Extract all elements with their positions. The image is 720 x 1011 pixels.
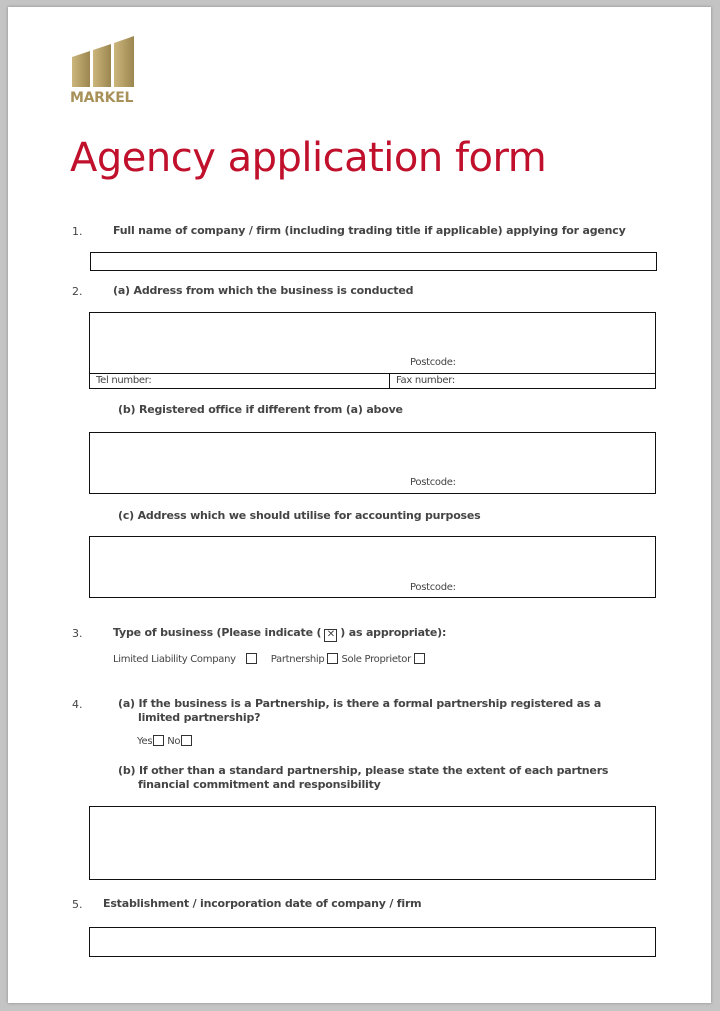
postcode-label: Postcode: <box>410 582 456 593</box>
q4a-label-cont: limited partnership? <box>138 711 261 724</box>
q5-label: Establishment / incorporation date of company / firm <box>103 897 422 910</box>
postcode-label: Postcode: <box>410 357 456 368</box>
fax-number-label: Fax number: <box>396 375 455 386</box>
q2-number: 2. <box>72 285 83 298</box>
page-title: Agency application form <box>70 135 547 181</box>
q4a-label: (a) If the business is a Partnership, is there a formal partnership registered as a <box>118 697 602 710</box>
no-checkbox[interactable] <box>181 735 192 746</box>
q1-number: 1. <box>72 225 83 238</box>
accounting-address-field[interactable] <box>89 536 656 598</box>
markel-logo <box>70 35 138 106</box>
yes-no-options: Yes No <box>137 735 195 747</box>
logo-text: MARKEL <box>70 90 134 106</box>
postcode-label: Postcode: <box>410 477 456 488</box>
q3-number: 3. <box>72 627 83 640</box>
document-page <box>8 7 711 1003</box>
partnership-checkbox[interactable] <box>327 653 338 664</box>
checked-box-icon: ✕ <box>324 629 337 642</box>
sole-proprietor-checkbox[interactable] <box>414 653 425 664</box>
business-address-field[interactable] <box>89 312 656 389</box>
q3-label: Type of business (Please indicate ( ✕ ) as appropriate): <box>113 626 447 640</box>
q2c-label: (c) Address which we should utilise for accounting purposes <box>118 509 481 522</box>
yes-checkbox[interactable] <box>153 735 164 746</box>
registered-office-field[interactable] <box>89 432 656 494</box>
business-type-options: Limited Liability Company Partnership Sole Proprietor <box>113 653 428 665</box>
establishment-date-field[interactable] <box>89 927 656 957</box>
q2a-label: (a) Address from which the business is conducted <box>113 284 414 297</box>
q2b-label: (b) Registered office if different from (a) above <box>118 403 403 416</box>
logo-bars-icon <box>70 35 138 87</box>
q1-label: Full name of company / firm (including trading title if applicable) applying for agency <box>113 224 626 237</box>
q5-number: 5. <box>72 898 83 911</box>
q4b-label-cont: financial commitment and responsibility <box>138 778 381 791</box>
q4b-label: (b) If other than a standard partnership, please state the extent of each partners <box>118 764 609 777</box>
partner-commitment-field[interactable] <box>89 806 656 880</box>
company-name-field[interactable] <box>90 252 657 271</box>
llc-checkbox[interactable] <box>246 653 257 664</box>
q4-number: 4. <box>72 698 83 711</box>
tel-number-label: Tel number: <box>96 375 152 386</box>
